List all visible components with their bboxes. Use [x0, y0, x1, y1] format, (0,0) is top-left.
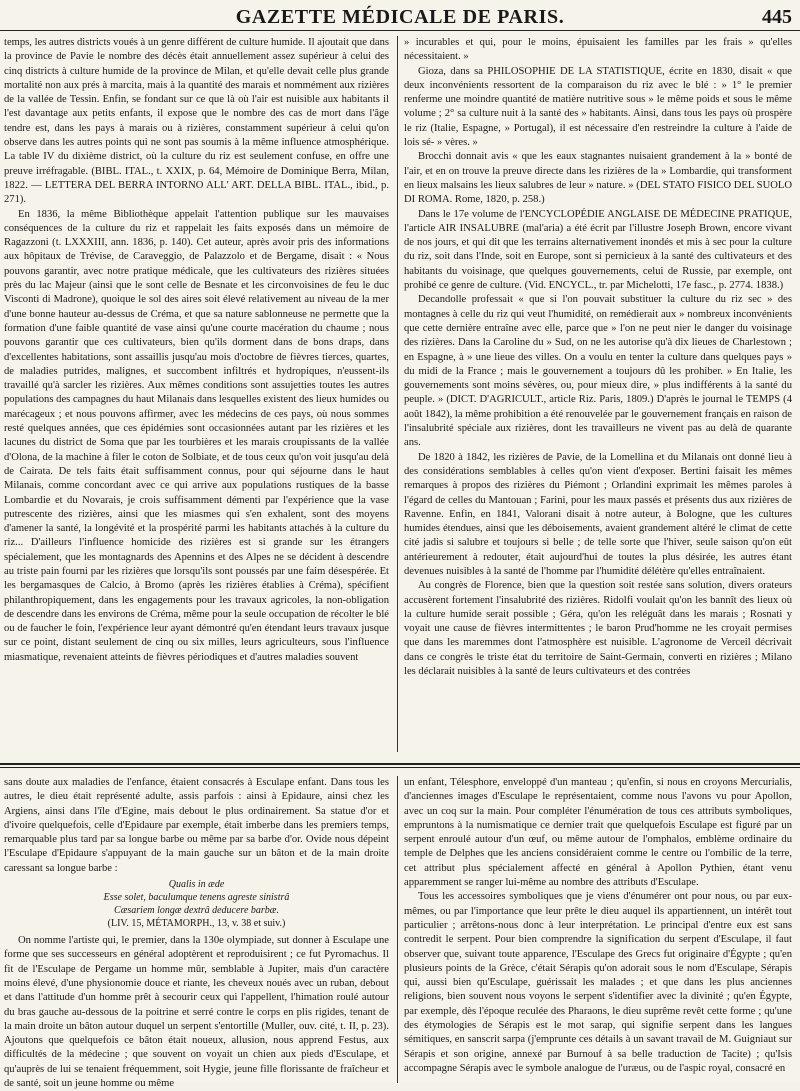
- column-divider: [397, 36, 398, 752]
- section-divider: [0, 767, 800, 768]
- paragraph: En 1836, la même Bibliothèque appelait l'attention publique sur les mauvaises conséquences de la culture du riz et rappelait les faits exposés dans un mémoire de Ragazzoni (t. LXXXIII, ann. 1836, p. 140). Cet auteur, après avoir pris des informations aux hôpitaux de Trévise, de Caraveggio, de Palazzolo et de Bergame, disait : « Nous pouvons garantir, avec notre pratique médicale, que les cultivateurs des rizières situées près du lac Majeur (ainsi que le sont celle de Besnate et les circonvoisines de feu le duc Visconti di Madrone), quoique le sol des aires soit élevé relativement au niveau de la mer d'une bonne hauteur au-dessus de Créma, et que sa nature sablonneuse ne permette que la formation d'une faible quantité de vase ainsi qu'une courte macération du chaume ; nous pouvons garantir que ces cultivateurs, bien qu'ils dorment dans de bons draps, dans d'excellentes habitations, sont assaillis jusqu'au mois d'octobre de fièvres tierces, quartes, de maladies putrides, malignes, et succombent infiltrés et hydropiques, n'eussent-ils travaillé qu'à sarcler les rizières. Aux mêmes conditions sont assujetties toutes les autres populations des campagnes du haut Milanais dans lesquelles existent des lieux humides ou marécageux ; et nous pouvons affirmer, avec les médecins de ces pays, où nous sommes resté quelques années, que ces épidémies sont occasionnées autant par les rizières et les lacunes du district de Soma que par les tourbières et les marais croupissants de la vallée d'Olona, de la machine à filer le coton de Solbiate, et de tous ceux qu'on voit jusqu'au delà de Cairata. De tels faits était suffisamment connus, pour qui séjourne dans le haut Milanais, comme concordant avec ce qui arrive aux populations rustiques de la basse Lombardie et du Novarais, je crois suffisamment démenti par l'expérience que la vase putrescente des rizières, ainsi que les miasmes qui s'en exhalent, sont des moyens d'amener la santé, la longévité et la prospérité parmi les habitants attachés à la culture du riz... D'ailleurs l'influence homicide des rizières est si grande sur les étrangers spécialement, que les montagnards des Apennins et des Alpes ne se décident à descendre au triste pain fourni par les rizières que lorsqu'ils sont poussés par une faim désespérée. Et les bergamasques de Calcio, à Bromo (après les rizières établies à Créma), spécifient philanthropiquement, dans les engagements pour les travaux agricoles, la non-obligation de descendre dans les environs de Créma, même pour la seule occupation de récolter le blé ou de faucher le foin, l'expérience leur ayant démontré qu'en étendant leurs travaux jusque sur ce point, distant seulement de cinq ou six milles, leurs agriculteurs, sous l'influence miasmatique, revenaient atteints de fièvres périodiques et d'autres maladies souvent: [4, 208, 389, 663]
- paragraph: » incurables et qui, pour le moins, épuisaient les familles par les frais » qu'elles nécessitaient. »: [404, 37, 792, 63]
- paragraph: Dans le 17e volume de l'ENCYCLOPÉDIE ANGLAISE DE MÉDECINE PRATIQUE, l'article AIR INSALUBRE (mal'aria) a été écrit par l'illustre Joseph Brown, encore vivant de nos jours, et qui dit que les terrains alternativement inondés et mis à sec pour la culture du riz, soit dans l'Inde, soit en Europe, sont si pernicieux à la santé des cultivateurs et des habitants du voisinage, que quelques gouvernements, celui de Russie, par exemple, ont prohibé ce genre de culture. (Vid. ENCYCL., tr. par Michelotti, 17e fasc., p. 2774. 1838.): [404, 208, 792, 292]
- column-divider: [397, 776, 398, 1083]
- paragraph: On nomme l'artiste qui, le premier, dans la 130e olympiade, sut donner à Esculape une forme que ses successeurs en général adoptèrent et reproduisirent ; ce fut Pyromachus. Il fit de l'Esculape de Pergame un homme mûr, semblable à Jupiter, mais d'un caractère moins élevé, d'une physionomie douce et riante, les cheveux noués avec un ruban, debout et dans l'attitude d'un homme prêt à secourir ceux qui l'appellent, l'himation roulé autour du bras gauche au-dessous de la poitrine et serré contre le corps en plis rigides, tenant de la main droite un bâton autour duquel un serpent s'entortille (Muller, ouv. cité, t. II, p. 23). Ajoutons que quelquefois ce bâton était noueux, allusion, nous apprend Festus, aux difficultés de la médecine ; que souvent on voyait un chien aux pieds d'Esculape, et qu'auprès de lui se tenaient fréquemment, soit Hygie, jeune fille florissante de fraîcheur et de santé, soit un jeune homme ou même: [4, 935, 389, 1090]
- paragraph: De 1820 à 1842, les rizières de Pavie, de la Lomellina et du Milanais ont donné lieu à des considérations semblables à celles qu'on vient d'exposer. Bertini faisait les mêmes remarques à propos des rizières du Piémont ; Orlandini exprimait les mêmes paroles à l'égard de celles du Mantouan ; Farini, pour les maux passés et présents dus aux rizières de Ravenne. Enfin, en 1841, Valorani disait à notre auteur, à Bologne, que les cultures humides étendues, ainsi que les déboisements, avaient grandement altéré le climat de cette cité jadis si salubre et toujours si belle ; de telle sorte que l'hiver, seule saison qu'on eût antérieurement à redouter, était aujourd'hui de toutes la plus désirée, les autres étant devenues nuisibles à la santé de l'homme par l'humidité délétère qu'elles entraînaient.: [404, 451, 792, 577]
- verse-line: Cæsariem longæ dextrâ deducere barbæ.: [114, 905, 279, 917]
- page-header: [0, 0, 800, 31]
- paragraph: Brocchi donnait avis « que les eaux stagnantes nuisaient grandement à la » bonté de l'air, et en on trouve la preuve directe dans les rizières de la » Lombardie, qui transforment en lieux malsains les lieux salubres de leur » nature. » (DEL STATO FISICO DEL SUOLO DI ROMA. Rome, 1820, p. 258.): [404, 151, 792, 206]
- bottom-right-column: [404, 776, 792, 1083]
- paragraph: un enfant, Télesphore, enveloppé d'un manteau ; qu'enfin, si nous en croyons Mercurialis, d'anciennes images d'Esculape le représentaient, comme nous l'avons vu pour Apollon, avec un coq sur la main. Pour compléter l'énumération de tous ces attributs symboliques, empruntons à la numismatique ce dernier trait que quelquefois Esculape est figuré par un serpent enroulé autour d'un œuf, ou même autour de l'omphalos, emblème ordinaire du temple de Delphes que les anciens considéraient comme le centre ou l'ombilic de la terre, cet attribut plus spécialement affecté en général à Apollon Pythien, étant venu apparemment se ranger lui-même au nombre des attributs d'Esculape.: [404, 777, 792, 889]
- bottom-left-column: [4, 776, 389, 1090]
- paragraph: Gioza, dans sa PHILOSOPHIE DE LA STATISTIQUE, écrite en 1830, disait « que deux inconvénients ressortent de la comparaison du riz avec le blé : » 1° le premier renferme une moindre quantité de matière nutritive sous » le même poids et sous le même volume ; 2° sa culture nuit à la santé des » habitants. Ainsi, dans tous les pays où prospère le riz (Italie, Espagne, » Portugal), il est nécessaire d'en restreindre la culture à l'aide de lois sé- » vères. »: [404, 65, 792, 149]
- paragraph: sans doute aux maladies de l'enfance, étaient consacrés à Esculape enfant. Dans tous les autres, le dieu était représenté adulte, assis parfois : ainsi à Epidaure, ainsi chez les Argiens, ainsi dans l'île d'Egine, mais debout le plus ordinairement. Sa statue d'or et d'ivoire quelquefois, celle d'Epidaure par exemple, était imberbe dans les premiers temps, remarquable plus tard par sa longue barbe ou même par sa barbe d'or. Ovide nous dépeint l'Esculape d'Epidaure s'appuyant de la main gauche sur un bâton et de la main droite caressant sa longue barbe :: [4, 777, 389, 874]
- verse-line: Esse solet, baculumque tenens agreste sinistrâ: [103, 892, 290, 904]
- paragraph: Decandolle professait « que si l'on pouvait substituer la culture du riz sec » des montagnes à celle du riz qui veut l'humidité, on remédierait aux » nombreux inconvénients que cette dernière entraîne avec elle, parce que » l'on ne peut nier le danger du voisinage des rizières. Dans la Caroline du » Sud, on ne les autorise qu'à dix lieues de Charlestown ; en Espagne, à » une lieue des villes. On a voulu en tenter la culture dans quelques pays » du midi de la France ; mais le gouvernement a toujours dû les prohiber. » En Italie, les gouvernements sont moins sévères, ou, pour mieux dire, » plus indifférents à la santé du peuple. » (DICT. D'AGRICULT., article Riz. Paris, 1809.) D'après le journal le TEMPS (4 août 1842), la même prohibition a été renouvelée par le gouvernement français en raison de l'insalubrité spéciale aux rizières, dont les travailleurs ne vivent pas au delà de quarante ans.: [404, 294, 792, 449]
- top-left-column: [4, 36, 389, 752]
- page-number: 445: [762, 6, 792, 28]
- latin-quotation: [4, 878, 389, 930]
- paragraph: Tous les accessoires symboliques que je viens d'énumérer ont pour nous, ou par eux-mêmes, ou par l'importance que leur prête le dieu auquel ils appartiennent, un intérêt tout particulier ; arrêtons-nous donc à leur interprétation. Le principal d'entre eux est sans contredit le serpent. Pour bien comprendre la signification du serpent d'Esculape, il faut observer que, suivant toute apparence, l'Esculape des Grecs fut originaire d'Égypte ; qu'en plusieurs points de la Grèce, c'était Sérapis qu'on adorait sous le nom d'Esculape, Sérapis qui, aussi bien qu'Esculape, guérissait les malades ; et que dans les plus anciennes religions, bien souvent nous voyons le serpent s'identifier avec la divinité ; qu'en Égypte, par exemple, dès l'époque reculée des Pharaons, le dieu suprême revêt cette forme ; qu'une des étymologies de Sérapis est le mot sarap, qui signifie serpent dans les langues sémitiques, en sanscrit sarpa (j'emprunte ces détails à un savant travail de M. Guigniaut sur Sérapis et son origine, annexé par Burnouf à sa belle traduction de Tacite) ; qu'Isis accompagne Sérapis avec le symbole analogue de l'uræus, ou de l'aspic royal, consacré en: [404, 891, 792, 1074]
- paragraph: temps, les autres districts voués à un genre différent de culture humide. Il ajoutait que dans la province de Pavie le nombre des décès était annuellement assez supérieur à celui des cinq districts à culture humide de la province de Milan, et qu'elle devait celle plus grande mortalité non aux prés à marcita, mais à la quantité des marais et nommément aux rizières de la vallée de Tessin. Enfin, se fondant sur ce que là où l'air est nuisible aux habitants il l'est davantage aux petits enfants, il expose que le nombre des cas de mort dans l'âge tendre est, dans les pays à marais ou à rizières, constamment supérieur à celui qu'on observe dans les autres points qui ne sont pas soumis à la même influence atmosphérique. La table IV du dixième district, où la culture du riz est seulement confuse, en offre une preuve irréfragable. (BIBL. ITAL., t. XXIX, p. 64, Mémoire de Dominique Berra, Milan, 1822. — LETTERA DEL BERRA INTORNO ALL' ART. DELLA BIBL. ITAL., ibid., p. 271).: [4, 37, 389, 206]
- section-divider: [0, 763, 800, 765]
- verse-reference: (LIV. 15, MÉTAMORPH., 13, v. 38 et suiv.): [107, 918, 286, 930]
- top-right-column: [404, 36, 792, 752]
- journal-title: GAZETTE MÉDICALE DE PARIS.: [235, 6, 565, 28]
- paragraph: Au congrès de Florence, bien que la question soit restée sans solution, divers orateurs accusèrent fortement l'insalubrité des rizières. Ridolfi voulait qu'on les bannît des lieux où la culture humide serait possible ; Géra, qu'on les reléguât dans les marais ; Rosnati y voyait une cause de fièvres intermittentes ; le baron Prud'homme ne les croyait permises que dans les maremmes dont l'atmosphère est nuisible. L'agronome de Verceil décrivait dans ce congrès le triste état du territoire de Saint-Germain, converti en rizières ; Milano les déclarait nuisibles à la santé de leurs cultivateurs et des contrées: [404, 580, 792, 678]
- verse-line: Qualis in æde: [168, 879, 225, 891]
